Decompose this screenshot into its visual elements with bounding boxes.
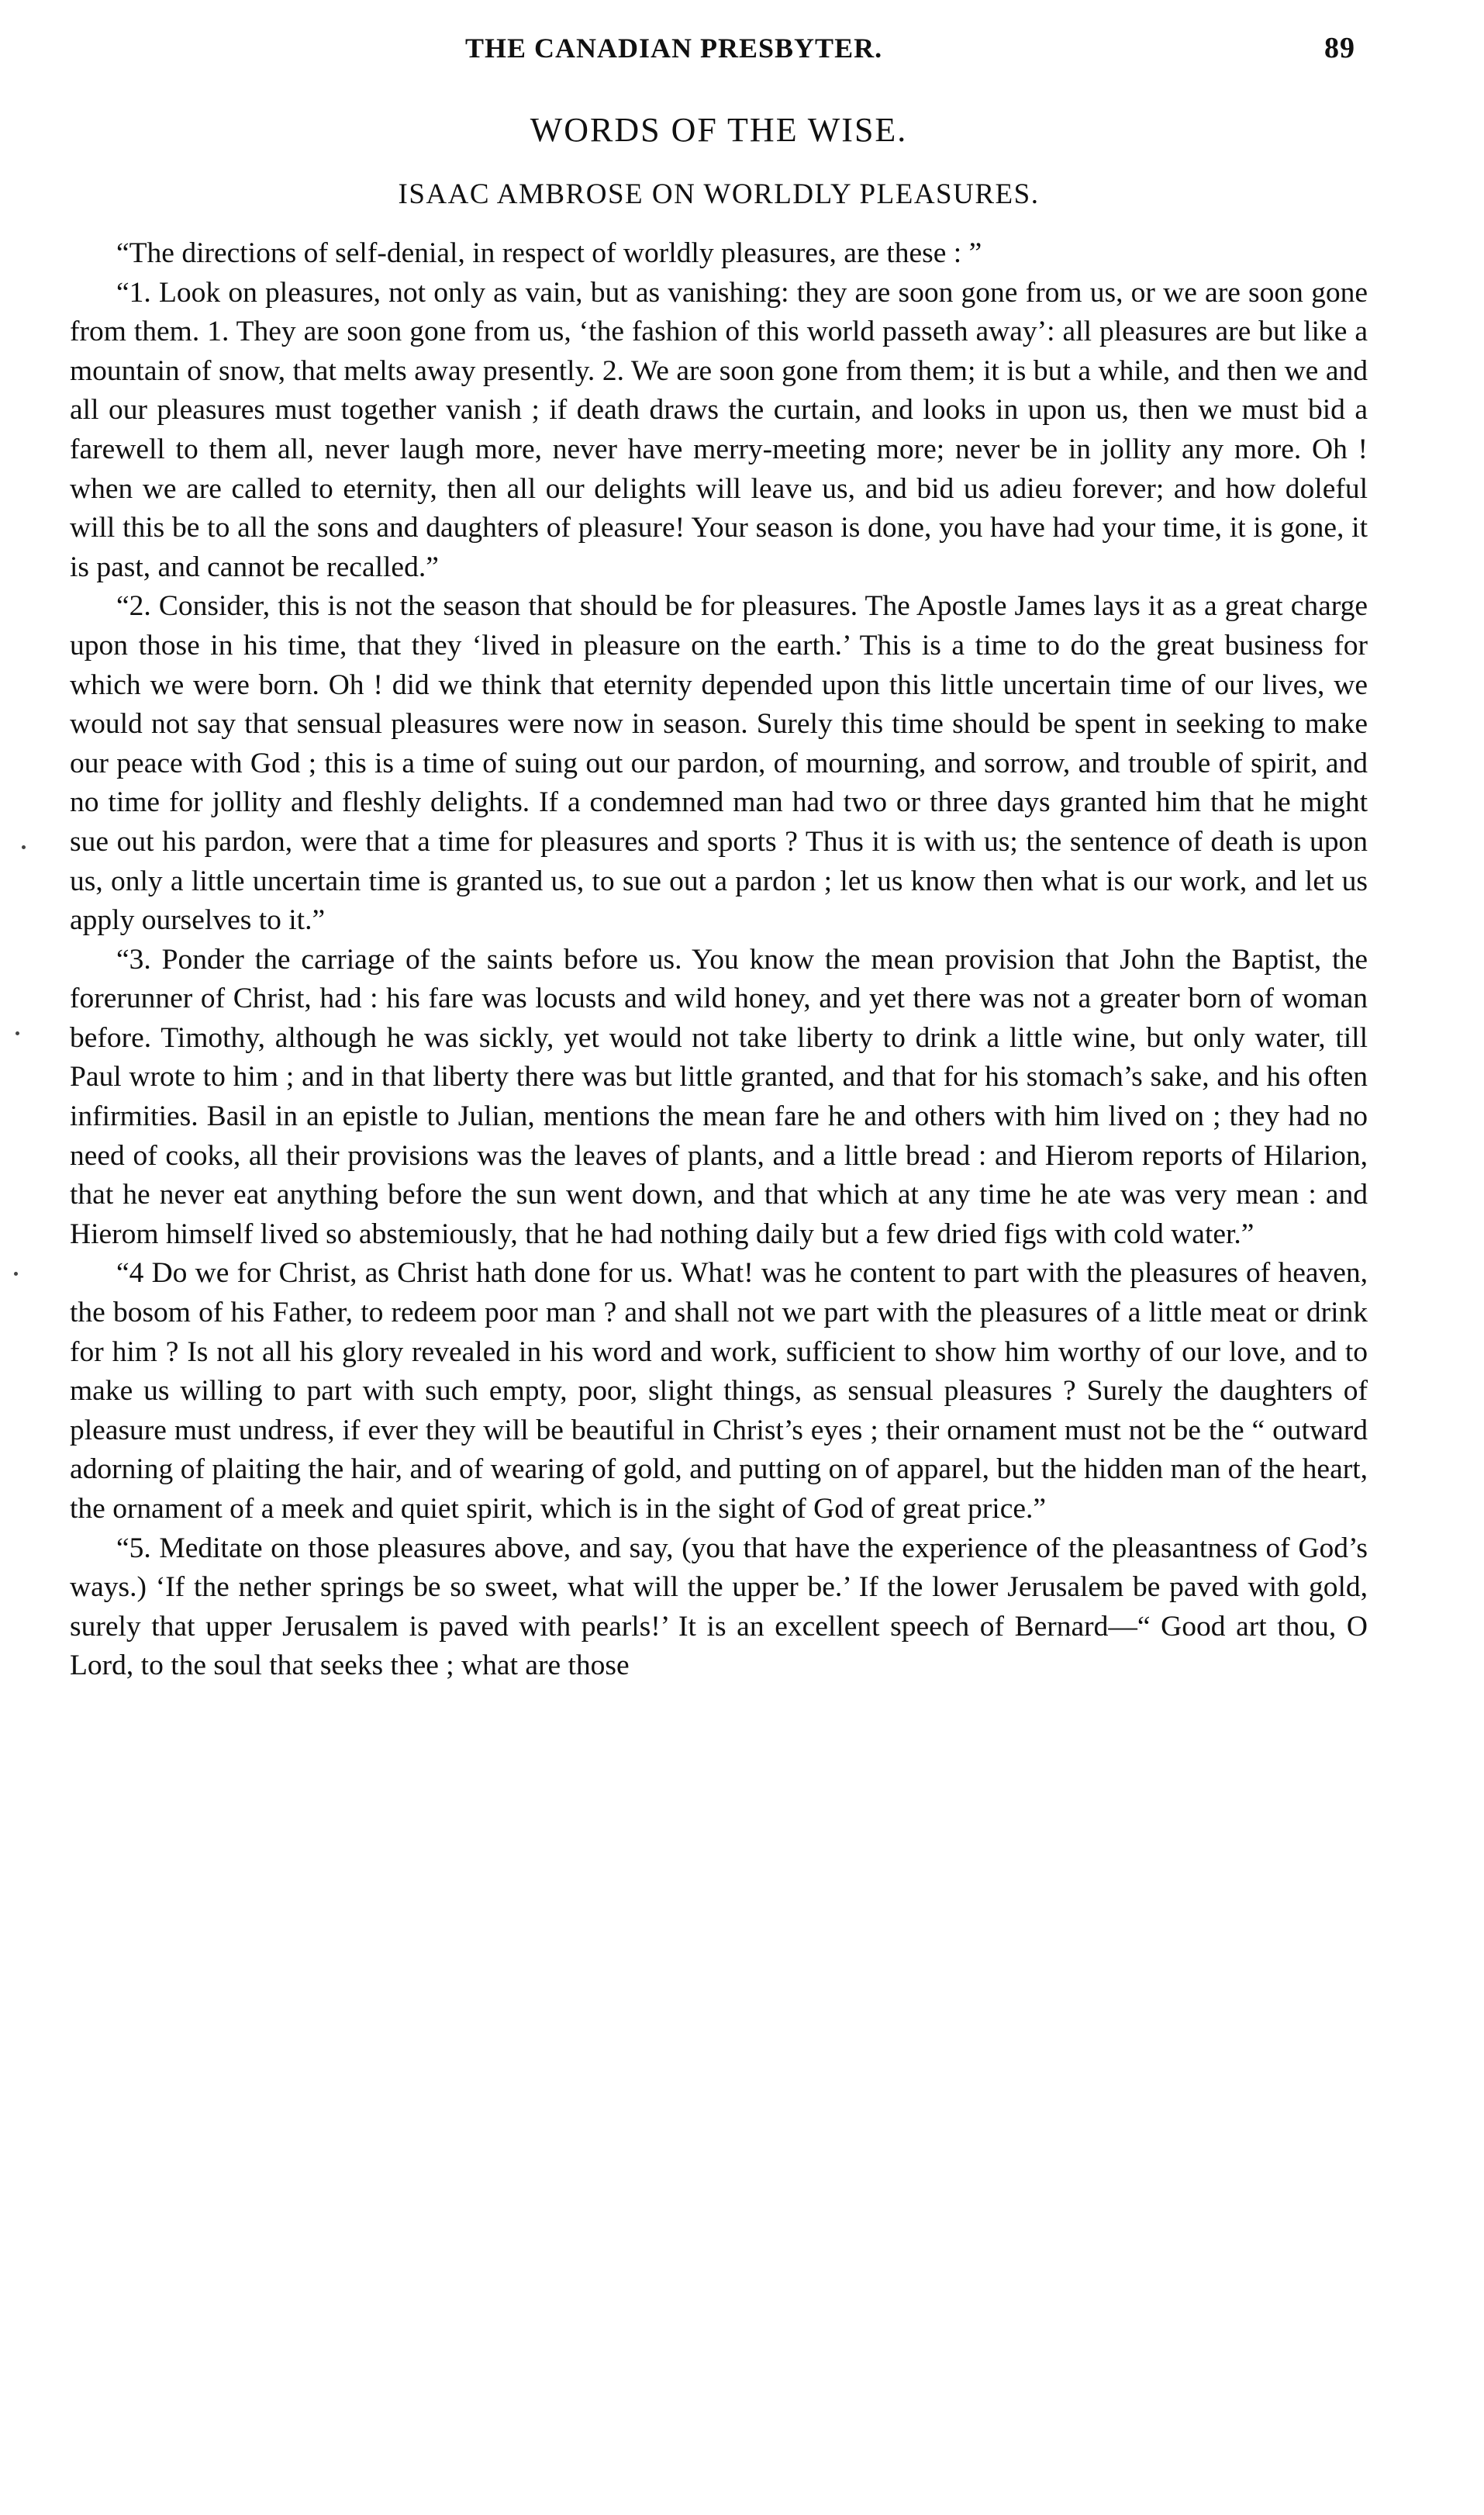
article-title: ISAAC AMBROSE ON WORLDLY PLEASURES.	[398, 178, 1040, 210]
running-head	[70, 31, 1368, 65]
page-number: 89	[1324, 32, 1355, 64]
paragraph-5: “5. Meditate on those pleasures above, and say, (you that have the experience of the pleasantness of God’s ways.) ‘If the nether springs be so sweet, what will the upper be.’ If the lower Jerusalem be paved with gold, surely that upper Jerusalem is paved with pearls!’ It is an excellent speech of Bernard—“ Good art thou, O Lord, to the soul that seeks thee ; what are those	[70, 1532, 1368, 1682]
page-speck	[14, 1272, 18, 1276]
paragraph-intro: “The directions of self-denial, in respect of worldly pleasures, are these : ”	[116, 237, 982, 269]
article-body	[70, 234, 1368, 1686]
page-speck	[22, 845, 26, 849]
paragraph-4: “4 Do we for Christ, as Christ hath done for us. What! was he content to part with the pleasures of heaven, the bosom of his Father, to redeem poor man ? and shall not we part with the pleasures of a little meat or drink for him ? Is not all his glory revealed in his word and work, sufficient to show him worthy of our love, and to make us willing to part with such empty, poor, slight things, as sensual pleasures ? Surely the daughters of pleasure must undress, if ever they will be beautiful in Christ’s eyes ; their ornament must not be the “ outward adorning of plaiting the hair, and of wearing of gold, and putting on of apparel, but the hidden man of the heart, the ornament of a meek and quiet spirit, which is in the sight of God of great price.”	[70, 1257, 1368, 1525]
paragraph-2: “2. Consider, this is not the season that should be for pleasures. The Apostle James lays it as a great charge upon those in his time, that they ‘lived in pleasure on the earth.’ This is a time to do the great business for which we were born. Oh ! did we think that eternity depended upon this little uncertain time of our lives, we would not say that sensual pleasures were now in season. Surely this time should be spent in seeking to make our peace with God ; this is a time of suing out our pardon, of mourning, and sorrow, and trouble of spirit, and no time for jollity and fleshly delights. If a condemned man had two or three days granted him that he might sue out his pardon, were that a time for pleasures and sports ? Thus it is with us; the sentence of death is upon us, only a little uncertain time is granted us, to sue out a pardon ; let us know then what is our work, and let us apply ourselves to it.”	[70, 590, 1368, 937]
running-title: THE CANADIAN PRESBYTER.	[465, 33, 883, 64]
paragraph-1: “1. Look on pleasures, not only as vain, but as vanishing: they are soon gone from us, or we are soon gone from them. 1. They are soon gone from us, ‘the fashion of this world passeth away’: all pleasures are but like a mountain of snow, that melts away presently. 2. We are soon gone from them; it is but a while, and then we and all our pleasures must together vanish ; if death draws the curtain, and looks in upon us, then we must bid a farewell to them all, never laugh more, never have merry-meeting more; never be in jollity any more. Oh ! when we are called to eternity, then all our delights will leave us, and bid us adieu forever; and how doleful will this be to all the sons and daughters of pleasure! Your season is done, you have had your time, it is gone, it is past, and cannot be recalled.”	[70, 276, 1368, 583]
page-speck	[16, 1031, 19, 1035]
paragraph-3: “3. Ponder the carriage of the saints before us. You know the mean provision that John the Baptist, the forerunner of Christ, had : his fare was locusts and wild honey, and yet there was not a greater born of woman before. Timothy, although he was sickly, yet would not take liberty to drink a little wine, but only water, till Paul wrote to him ; and in that liberty there was but little granted, and that for his stomach’s sake, and his often infirmities. Basil in an epistle to Julian, mentions the mean fare he and others with him lived on ; they had no need of cooks, all their provisions was the leaves of plants, and a little bread : and Hierom reports of Hilarion, that he never eat anything before the sun went down, and that which at any time he ate was very mean : and Hierom himself lived so abstemiously, that he had nothing daily but a few dried figs with cold water.”	[70, 943, 1368, 1250]
section-title: WORDS OF THE WISE.	[530, 111, 908, 149]
